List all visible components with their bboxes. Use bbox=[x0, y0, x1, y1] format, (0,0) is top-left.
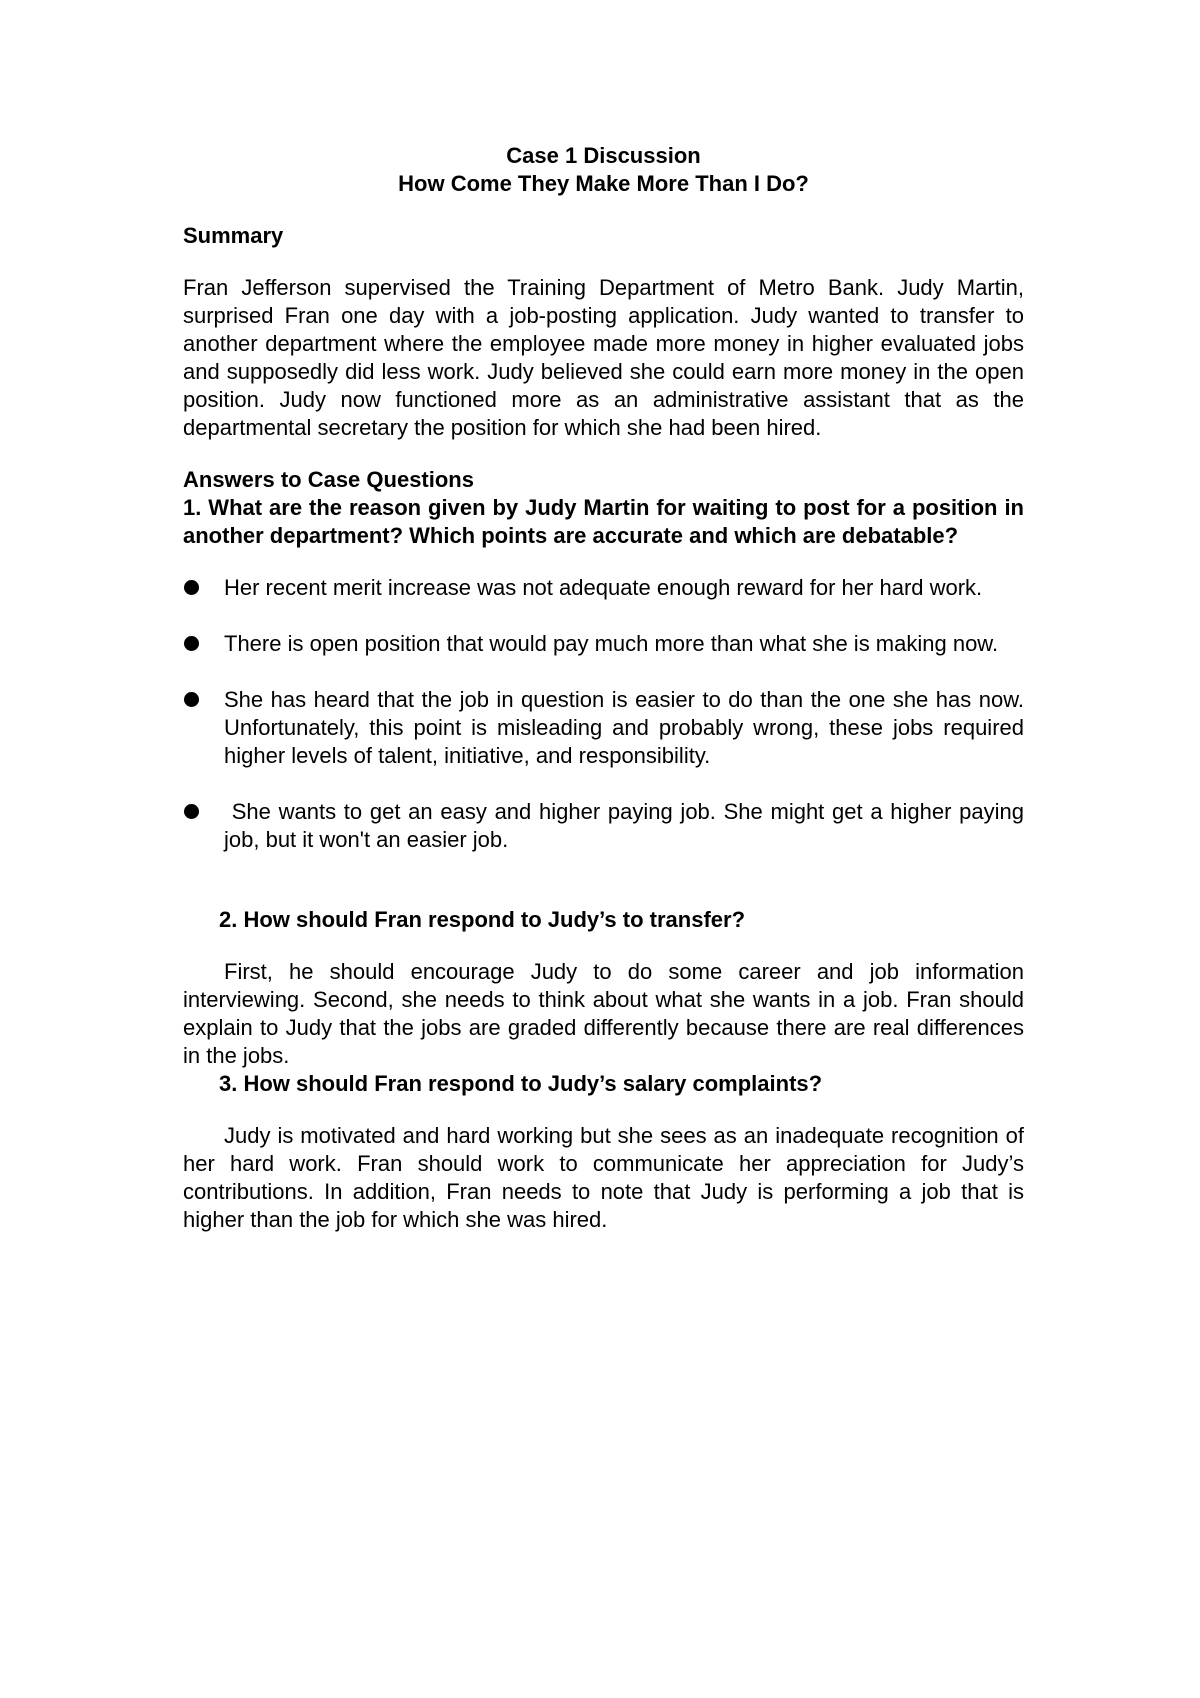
answer-3-paragraph: Judy is motivated and hard working but she sees as an inadequate recognition of her hard work. Fran should work to communicate her appreciation for Judy’s contributions. In addition, Fran needs to note that Judy is performing a job that is higher than the job for which she was hired. bbox=[183, 1123, 1024, 1232]
summary-paragraph: Fran Jefferson supervised the Training Department of Metro Bank. Judy Martin, surprised Fran one day with a job-posting application. Judy wanted to transfer to another department where the employee made more money in higher evaluated jobs and supposedly did less work. Judy believed she could earn more money in the open position. Judy now functioned more as an administrative assistant that as the departmental secretary the position for which she had been hired. bbox=[183, 275, 1024, 440]
question-1: 1. What are the reason given by Judy Martin for waiting to post for a position in another department? Which points are accurate and which are debatable? bbox=[183, 495, 1024, 548]
bullet-text: There is open position that would pay much more than what she is making now. bbox=[224, 631, 999, 656]
bullet-dot-icon bbox=[184, 804, 199, 819]
list-item bbox=[183, 798, 1031, 854]
bullet-text: Her recent merit increase was not adequate enough reward for her hard work. bbox=[224, 575, 983, 600]
summary-heading: Summary bbox=[183, 223, 284, 248]
list-item bbox=[183, 686, 1024, 770]
bullet-dot-icon bbox=[184, 692, 199, 707]
document-page bbox=[183, 142, 1031, 1234]
question-3: 3. How should Fran respond to Judy’s salary complaints? bbox=[219, 1071, 823, 1096]
list-item bbox=[183, 630, 1024, 658]
answer-1-bullet-list bbox=[183, 574, 1031, 854]
answer-2-paragraph: First, he should encourage Judy to do some career and job information interviewing. Second, she needs to think about what she wants in a job. Fran should explain to Judy that the jobs are graded differently because there are real differences in the jobs. bbox=[183, 959, 1024, 1068]
document-title-line-2: How Come They Make More Than I Do? bbox=[398, 171, 809, 196]
bullet-text: She wants to get an easy and higher paying job. She might get a higher paying job, but it won't an easier job. bbox=[224, 799, 1031, 852]
answers-heading: Answers to Case Questions bbox=[183, 467, 474, 492]
bullet-text: She has heard that the job in question is easier to do than the one she has now. Unfortunately, this point is misleading and probably wrong, these jobs required higher levels of talent, initiative, and responsibility. bbox=[224, 687, 1024, 768]
question-2: 2. How should Fran respond to Judy’s to transfer? bbox=[219, 907, 746, 932]
bullet-dot-icon bbox=[184, 636, 199, 651]
bullet-dot-icon bbox=[184, 580, 199, 595]
document-title-line-1: Case 1 Discussion bbox=[506, 143, 701, 168]
list-item bbox=[183, 574, 1024, 602]
